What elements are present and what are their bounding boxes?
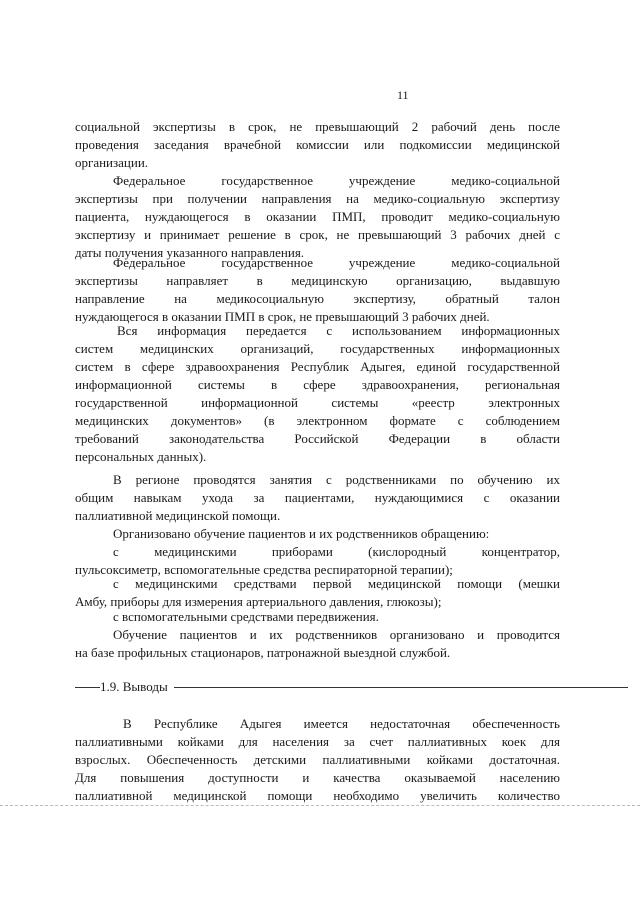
text-line: организации. — [75, 155, 149, 170]
text-line: с вспомогательными средствами передвижения. — [113, 609, 379, 624]
text-line: пульсоксиметр, вспомогательные средства респираторной терапии); — [75, 562, 453, 577]
paragraph — [75, 254, 560, 326]
text-line: Амбу, приборы для измерения артериального давления, глюкозы); — [75, 594, 442, 609]
text-line: паллиативной медицинской помощи необходимо увеличить количество — [75, 788, 560, 803]
text-line: экспертизы при получении направления на медико-социальную экспертизу — [75, 191, 560, 206]
text-line: систем в сфере здравоохранения Республик Адыгея, единой государственной — [75, 359, 560, 374]
text-line: с медицинскими приборами (кислородный концентратор, — [113, 544, 560, 559]
text-line: медицинских документов» (в электронном формате с соблюдением — [75, 413, 560, 428]
paragraph — [75, 172, 560, 262]
text-line: паллиативной медицинской помощи. — [75, 508, 281, 523]
list-item — [75, 608, 560, 626]
section-heading: 1.9. Выводы — [100, 678, 174, 696]
text-line: паллиативными койками для населения за счет паллиативных коек для — [75, 734, 560, 749]
text-line: экспертизу и принимает решение в срок, не превышающий 3 рабочих дней с — [75, 227, 560, 242]
paragraph — [75, 322, 560, 466]
text-line: Федеральное государственное учреждение медико-социальной — [113, 173, 560, 188]
page-cutoff — [0, 805, 640, 905]
list-item — [75, 575, 560, 611]
page-break-line — [0, 805, 640, 806]
text-line: Организовано обучение пациентов и их родственников обращению: — [113, 526, 490, 541]
text-line: Вся информация передается с использованием информационных — [117, 323, 560, 338]
text-line: требований законодательства Российской Федерации в области — [75, 431, 560, 446]
text-line: Обучение пациентов и их родственников организовано и проводится — [113, 627, 560, 642]
list-item — [75, 543, 560, 579]
text-line: систем медицинских организаций, государственных информационных — [75, 341, 560, 356]
text-line: на базе профильных стационаров, патронажной выездной службой. — [75, 645, 451, 660]
text-line: нуждающегося в оказании ПМП в срок, не превышающий 3 рабочих дней. — [75, 309, 490, 324]
text-line: государственной информационной системы «реестр электронных — [75, 395, 560, 410]
paragraph — [75, 471, 560, 525]
text-line: даты получения указанного направления. — [75, 245, 305, 260]
text-line: Для повышения доступности и качества оказываемой населению — [75, 770, 560, 785]
paragraph — [75, 626, 560, 662]
text-line: с медицинскими средствами первой медицинской помощи (мешки — [113, 576, 560, 591]
text-line: В регионе проводятся занятия с родственниками по обучению их — [113, 472, 560, 487]
text-line: проведения заседания врачебной комиссии или подкомиссии медицинской — [75, 137, 560, 152]
text-line: Федеральное государственное учреждение медико-социальной — [113, 255, 560, 270]
text-line: персональных данных). — [75, 449, 207, 464]
paragraph — [75, 525, 560, 543]
text-line: взрослых. Обеспеченность детскими паллиативными койками достаточная. — [75, 752, 560, 767]
text-line: В Республике Адыгея имеется недостаточная обеспеченность — [123, 716, 560, 731]
text-line: общим навыкам ухода за пациентами, нуждающимися с оказании — [75, 490, 560, 505]
text-line: экспертизы направляет в медицинскую организацию, выдавшую — [75, 273, 560, 288]
text-line: направление на медикосоциальную экспертизу, обратный талон — [75, 291, 560, 306]
text-line: пациента, нуждающегося в оказании ПМП, проводит медико-социальную — [75, 209, 560, 224]
text-line: информационной системы в сфере здравоохранения, региональная — [75, 377, 560, 392]
page-number: 11 — [397, 88, 409, 102]
text-line: социальной экспертизы в срок, не превышающий 2 рабочий день после — [75, 119, 560, 134]
paragraph — [75, 118, 560, 172]
